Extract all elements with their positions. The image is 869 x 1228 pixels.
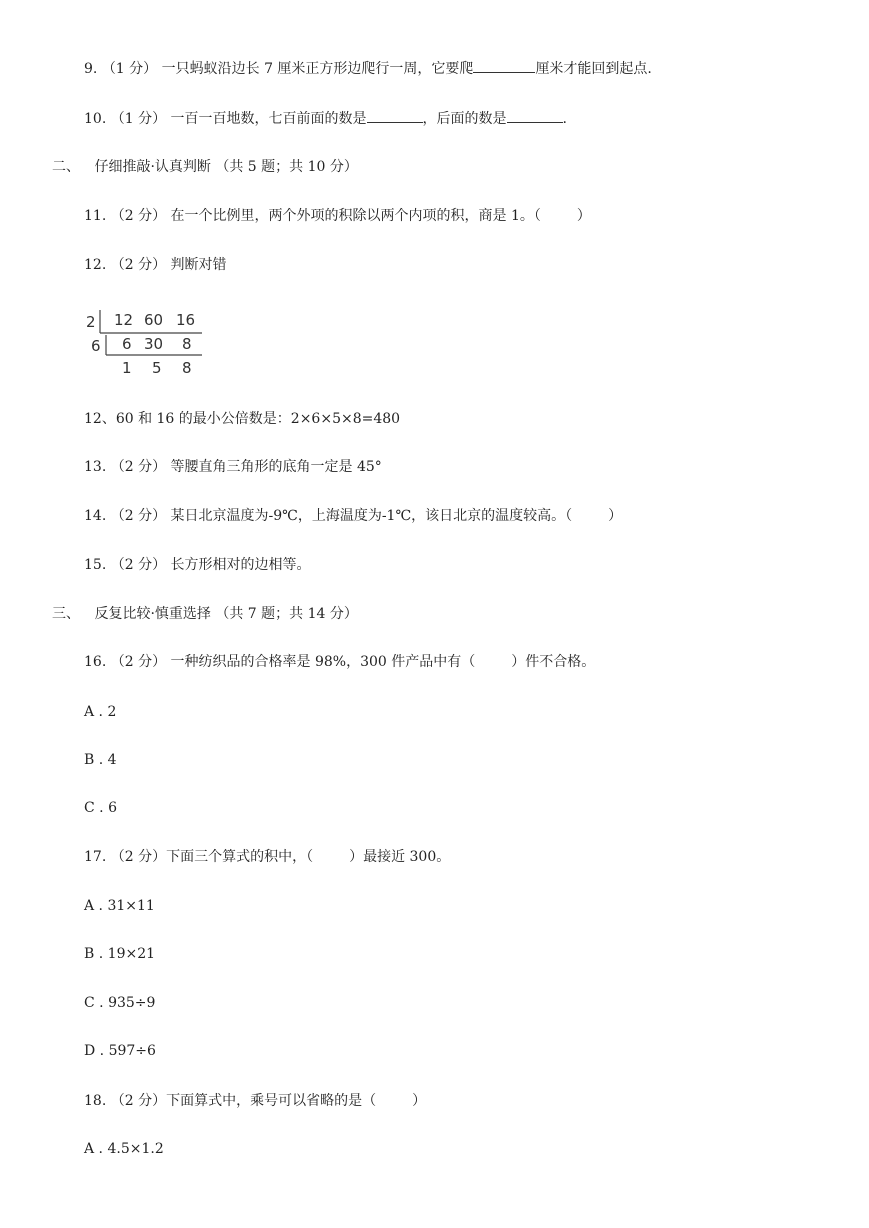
question-number: 11. bbox=[84, 208, 107, 224]
division-cell: 8 bbox=[182, 335, 192, 353]
division-cell: 5 bbox=[152, 359, 162, 377]
question-text: 一只蚂蚁沿边长 7 厘米正方形边爬行一周，它要爬 bbox=[161, 61, 474, 77]
section-meta: （共 7 题；共 14 分） bbox=[215, 606, 358, 622]
section-heading bbox=[52, 157, 358, 177]
question-number: 16. bbox=[84, 654, 107, 670]
option-value: 6 bbox=[108, 800, 117, 816]
option-a[interactable] bbox=[84, 1139, 164, 1159]
question-number: 17. bbox=[84, 849, 107, 865]
option-label: A . bbox=[84, 1141, 104, 1157]
question-10 bbox=[84, 108, 567, 129]
division-cell: 60 bbox=[144, 311, 164, 329]
question-text: 下面三个算式的积中，（ bbox=[166, 849, 314, 865]
question-text: 某日北京温度为-9℃，上海温度为-1℃，该日北京的温度较高。（ bbox=[170, 508, 573, 524]
option-label: C . bbox=[84, 995, 104, 1011]
question-text: 一百一百地数，七百前面的数是 bbox=[170, 111, 367, 127]
question-text: ，后面的数是 bbox=[422, 111, 507, 127]
question-12 bbox=[84, 255, 227, 275]
question-16 bbox=[84, 652, 595, 672]
option-label: C . bbox=[84, 800, 104, 816]
question-text: ）最接近 300。 bbox=[349, 849, 451, 865]
option-label: B . bbox=[84, 946, 104, 962]
division-divisor: 6 bbox=[91, 337, 101, 355]
option-b[interactable] bbox=[84, 944, 155, 964]
option-label: A . bbox=[84, 704, 104, 720]
option-label: B . bbox=[84, 752, 104, 768]
question-9 bbox=[84, 58, 652, 79]
question-score: （2 分） bbox=[110, 257, 167, 273]
question-text: 下面算式中，乘号可以省略的是（ bbox=[166, 1093, 377, 1109]
question-text: 等腰直角三角形的底角一定是 45° bbox=[170, 459, 382, 475]
division-cell: 6 bbox=[122, 335, 132, 353]
section-number: 二、 bbox=[52, 159, 80, 175]
option-c[interactable] bbox=[84, 993, 155, 1013]
question-18 bbox=[84, 1091, 426, 1111]
question-number: 14. bbox=[84, 508, 107, 524]
question-score: （2 分） bbox=[110, 654, 167, 670]
section-title: 反复比较·慎重选择 bbox=[94, 606, 211, 622]
question-17 bbox=[84, 847, 450, 867]
option-value: 597÷6 bbox=[108, 1043, 156, 1059]
answer-blank[interactable] bbox=[473, 58, 535, 73]
option-value: 4.5×1.2 bbox=[107, 1141, 164, 1157]
option-value: 935÷9 bbox=[108, 995, 156, 1011]
question-number: 12. bbox=[84, 257, 107, 273]
question-number: 15. bbox=[84, 557, 107, 573]
option-a[interactable] bbox=[84, 896, 155, 916]
question-score: （2 分） bbox=[110, 459, 167, 475]
question-number: 18. bbox=[84, 1093, 107, 1109]
option-b[interactable] bbox=[84, 750, 117, 770]
question-number: 13. bbox=[84, 459, 107, 475]
paren-close: ） bbox=[576, 208, 591, 224]
question-text: 在一个比例里，两个外项的积除以两个内项的积，商是 1。（ bbox=[170, 208, 541, 224]
section-meta: （共 5 题；共 10 分） bbox=[215, 159, 358, 175]
option-value: 19×21 bbox=[107, 946, 156, 962]
question-number: 9. bbox=[84, 61, 98, 77]
question-text: 判断对错 bbox=[170, 257, 227, 273]
division-cell: 1 bbox=[122, 359, 132, 377]
section-title: 仔细推敲·认真判断 bbox=[94, 159, 211, 175]
question-text: ）件不合格。 bbox=[511, 654, 596, 670]
question-text: 一种纺织品的合格率是 98%，300 件产品中有（ bbox=[170, 654, 476, 670]
option-d[interactable] bbox=[84, 1041, 156, 1061]
question-text: 长方形相对的边相等。 bbox=[170, 557, 311, 573]
division-cell: 16 bbox=[176, 311, 196, 329]
answer-blank[interactable] bbox=[507, 108, 563, 123]
question-13 bbox=[84, 457, 382, 477]
option-value: 2 bbox=[107, 704, 117, 720]
question-score: （1 分） bbox=[101, 61, 158, 77]
option-a[interactable] bbox=[84, 702, 116, 722]
option-value: 31×11 bbox=[107, 898, 155, 914]
question-text: . bbox=[562, 111, 567, 127]
option-label: A . bbox=[84, 898, 104, 914]
paren-close: ） bbox=[608, 508, 623, 524]
short-division-figure bbox=[84, 305, 214, 385]
answer-blank[interactable] bbox=[367, 108, 423, 123]
division-cell: 8 bbox=[182, 359, 192, 377]
question-score: （1 分） bbox=[110, 111, 167, 127]
question-score: （2 分） bbox=[110, 849, 167, 865]
question-score: （2 分） bbox=[110, 557, 167, 573]
question-14 bbox=[84, 506, 622, 526]
division-cell: 30 bbox=[144, 335, 164, 353]
section-number: 三、 bbox=[52, 606, 80, 622]
question-text: 厘米才能回到起点. bbox=[535, 61, 652, 77]
option-label: D . bbox=[84, 1043, 105, 1059]
option-c[interactable] bbox=[84, 798, 117, 818]
question-number: 10. bbox=[84, 111, 107, 127]
paren-close: ） bbox=[412, 1093, 427, 1109]
question-score: （2 分） bbox=[110, 508, 167, 524]
question-11 bbox=[84, 206, 591, 226]
division-divisor: 2 bbox=[86, 313, 96, 331]
division-cell: 12 bbox=[114, 311, 134, 329]
question-score: （2 分） bbox=[110, 208, 167, 224]
question-score: （2 分） bbox=[110, 1093, 167, 1109]
question-15 bbox=[84, 555, 311, 575]
option-value: 4 bbox=[107, 752, 117, 768]
section-heading bbox=[52, 604, 358, 624]
question-12-statement: 12、60 和 16 的最小公倍数是：2×6×5×8=480 bbox=[84, 411, 401, 427]
